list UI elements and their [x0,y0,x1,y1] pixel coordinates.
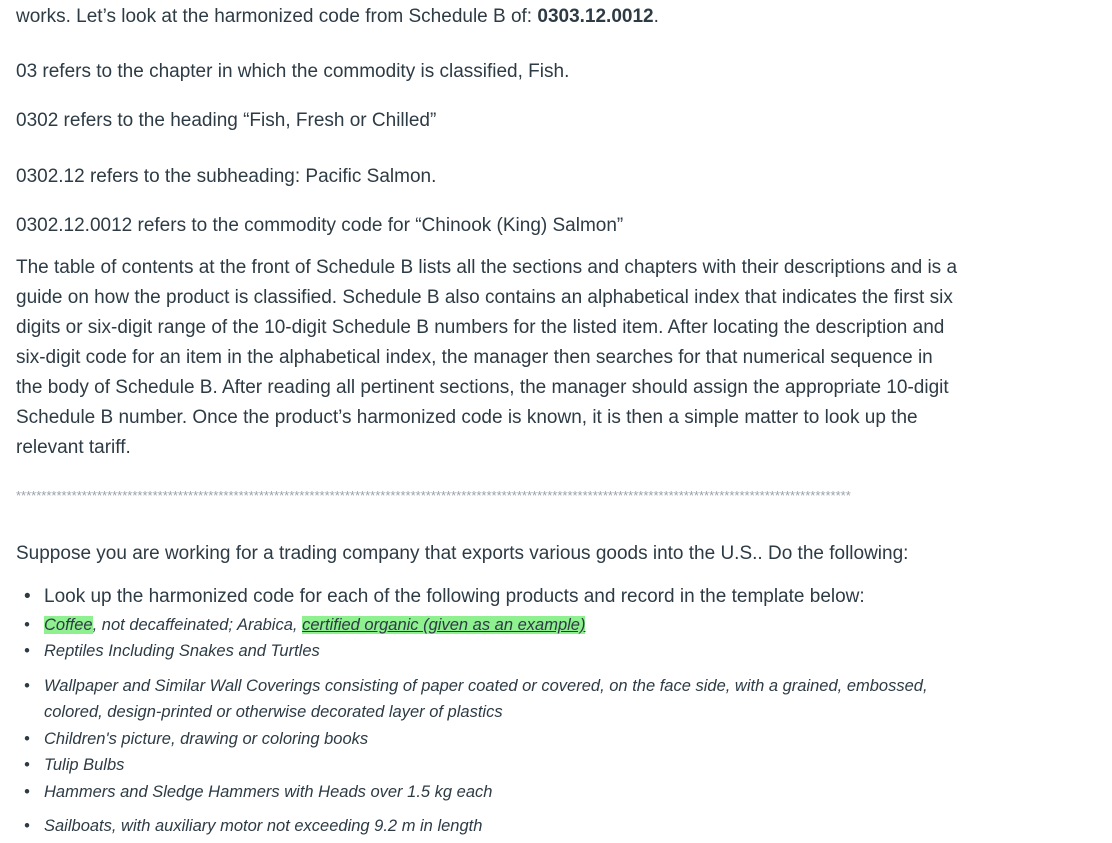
definition-commodity-code: 0302.12.0012 refers to the commodity code for “Chinook (King) Salmon” [16,215,624,236]
intro-code: 0303.12.0012 [537,6,654,27]
body-paragraph: The table of contents at the front of Schedule B lists all the sections and chapters with their descriptions and is a guide on how the product is classified. Schedule B also contains an alphabetical index that indicates the first six digits or six-digit range of the 10-digit Schedule B numbers for the listed item. After locating the description and six-digit code for an item in the alphabetical index, the manager then searches for that numerical sequence in the body of Schedule B. After reading all pertinent sections, the manager should assign the appropriate 10-digit Schedule B number. Once the product’s harmonized code is known, it is then a simple matter to look up the relevant tariff. [16,257,958,458]
separator-line: ********************************************************************************************************************************************************************* [16,488,851,503]
list-item [16,726,368,752]
list-item-text: Children's picture, drawing or coloring books [44,730,369,748]
list-item-text: Tulip Bulbs [44,756,125,774]
bullet-icon: • [24,642,30,660]
list-item-coffee [16,612,585,638]
coffee-description: , not decaffeinated; Arabica, [92,616,303,634]
highlighted-example[interactable]: certified organic (given as an example) [302,616,586,634]
task-intro: Suppose you are working for a trading company that exports various goods into the U.S.. Do the following: [16,543,909,564]
list-item [16,638,320,664]
list-item-text: Sailboats, with auxiliary motor not exceeding 9.2 m in length [44,817,483,835]
bullet-icon: • [24,730,30,748]
list-item-text: colored, design-printed or otherwise decorated layer of plastics [44,703,503,721]
intro-suffix: . [653,6,659,27]
intro-prefix: works. Let’s look at the harmonized code from Schedule B of: [16,6,538,27]
intro-line [16,6,659,28]
bullet-icon: • [24,677,30,695]
list-item-text: Wallpaper and Similar Wall Coverings consisting of paper coated or covered, on the face side, with a grained, embossed, [44,677,928,695]
list-item [16,752,124,778]
definition-chapter: 03 refers to the chapter in which the commodity is classified, Fish. [16,61,570,82]
bullet-icon: • [24,783,30,801]
list-item [16,673,928,699]
definition-subheading: 0302.12 refers to the subheading: Pacific Salmon. [16,166,437,187]
bullet-icon: • [24,586,31,607]
list-item-text: Hammers and Sledge Hammers with Heads over 1.5 kg each [44,783,493,801]
bullet-icon: • [24,756,30,774]
coffee-link[interactable]: Coffee [44,616,93,634]
bullet-icon: • [24,817,30,835]
list-item [16,779,492,805]
list-item [16,584,865,610]
definition-heading: 0302 refers to the heading “Fish, Fresh or Chilled” [16,110,437,131]
list-item-continuation [16,699,503,725]
bullet-icon: • [24,616,30,634]
list-item [16,813,482,839]
list-item-text: Reptiles Including Snakes and Turtles [44,642,320,660]
list-item-text: Look up the harmonized code for each of the following products and record in the template below: [44,586,865,607]
